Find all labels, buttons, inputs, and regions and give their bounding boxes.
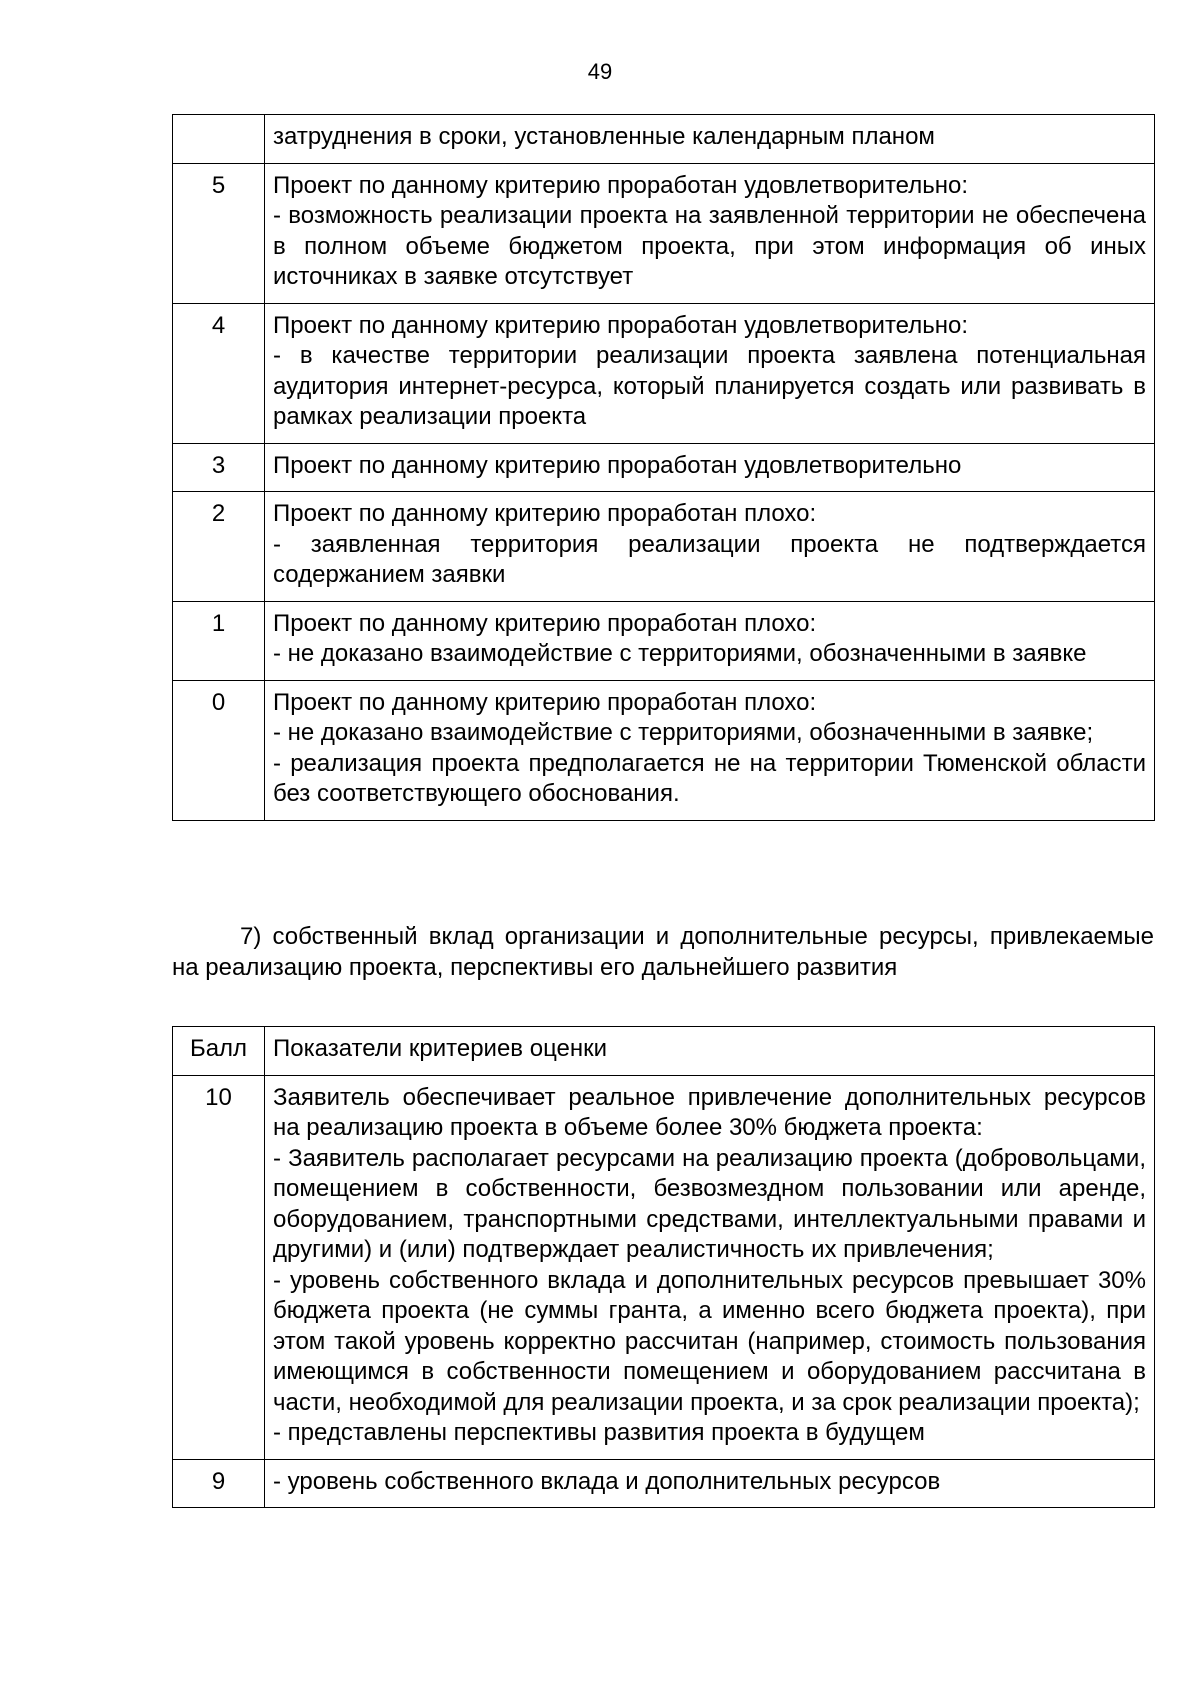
criteria-line: - не доказано взаимодействие с территориями, обозначенными в заявке (273, 640, 1087, 667)
table-row (173, 303, 1155, 443)
criteria-line: Проект по данному критерию проработан удовлетворительно: (273, 171, 969, 199)
criteria-line: - Заявитель располагает ресурсами на реализацию проекта (добровольцами, помещением в собственности, безвозмездном пользовании или аренде, оборудованием, транспортными средствами, интеллектуальными правами и другими) и (или) подтверждает реалистичность их привлечения; (273, 1144, 1146, 1263)
criteria-line: Проект по данному критерию проработан плохо: (273, 688, 817, 716)
table-row (173, 1459, 1155, 1508)
table-header-row (173, 1027, 1155, 1076)
criteria-cell (265, 492, 1155, 602)
score-cell: 1 (173, 601, 265, 680)
score-cell (173, 115, 265, 164)
criteria-line: - в качестве территории реализации проекта заявлена потенциальная аудитория интернет-ресурса, который планируется создать или развивать в рамках реализации проекта (273, 342, 1146, 430)
score-cell: 0 (173, 680, 265, 820)
header-criteria-cell: Показатели критериев оценки (265, 1027, 1155, 1076)
criteria-line: - заявленная территория реализации проекта не подтверждается содержанием заявки (273, 530, 1146, 588)
criteria-line: - не доказано взаимодействие с территориями, обозначенными в заявке; (273, 719, 1094, 746)
criteria-cell (265, 1459, 1155, 1508)
score-cell: 3 (173, 443, 265, 492)
criteria-cell (265, 1075, 1155, 1459)
criteria-line: Заявитель обеспечивает реальное привлечение дополнительных ресурсов на реализацию проекта в объеме более 30% бюджета проекта: (273, 1083, 1146, 1141)
table-row (173, 163, 1155, 303)
table-row (173, 443, 1155, 492)
criteria-cell (265, 163, 1155, 303)
score-cell: 10 (173, 1075, 265, 1459)
criteria-cell (265, 680, 1155, 820)
criteria-cell (265, 115, 1155, 164)
criteria-line: - уровень собственного вклада и дополнительных ресурсов превышает 30% бюджета проекта (не суммы гранта, а именно всего бюджета проекта), при этом такой уровень корректно рассчитан (например, стоимость пользования имеющимся в собственности помещением и оборудованием рассчитана в части, необходимой для реализации проекта, и за срок реализации проекта); (273, 1266, 1146, 1416)
page-number: 49 (587, 59, 613, 84)
criteria-cell (265, 443, 1155, 492)
criteria-line: - возможность реализации проекта на заявленной территории не обеспечена в полном объеме бюджетом проекта, при этом информация об иных источниках в заявке отсутствует (273, 202, 1146, 290)
criteria-table-territory (172, 114, 1155, 821)
score-cell: 2 (173, 492, 265, 602)
criteria-line: Проект по данному критерию проработан плохо: (273, 500, 817, 527)
table-row (173, 1075, 1155, 1459)
score-cell: 5 (173, 163, 265, 303)
criteria-line: затруднения в сроки, установленные календарным планом (273, 123, 935, 150)
section-heading: 7) собственный вклад организации и дополнительные ресурсы, привлекаемые на реализацию проекта, перспективы его дальнейшего развития (172, 923, 1154, 981)
criteria-table-resources (172, 1026, 1155, 1508)
criteria-line: Проект по данному критерию проработан удовлетворительно (273, 451, 962, 479)
table-row (173, 115, 1155, 164)
criteria-line: - уровень собственного вклада и дополнительных ресурсов (273, 1467, 941, 1495)
header-score-cell: Балл (173, 1027, 265, 1076)
criteria-line: - реализация проекта предполагается не на территории Тюменской области без соответствующего обоснования. (273, 749, 1146, 807)
table-row (173, 601, 1155, 680)
criteria-line: - представлены перспективы развития проекта в будущем (273, 1419, 925, 1446)
score-cell: 4 (173, 303, 265, 443)
criteria-line: Проект по данному критерию проработан удовлетворительно: (273, 311, 969, 339)
score-cell: 9 (173, 1459, 265, 1508)
table-row (173, 680, 1155, 820)
table-row (173, 492, 1155, 602)
criteria-cell (265, 601, 1155, 680)
criteria-line: Проект по данному критерию проработан плохо: (273, 609, 817, 637)
criteria-cell (265, 303, 1155, 443)
